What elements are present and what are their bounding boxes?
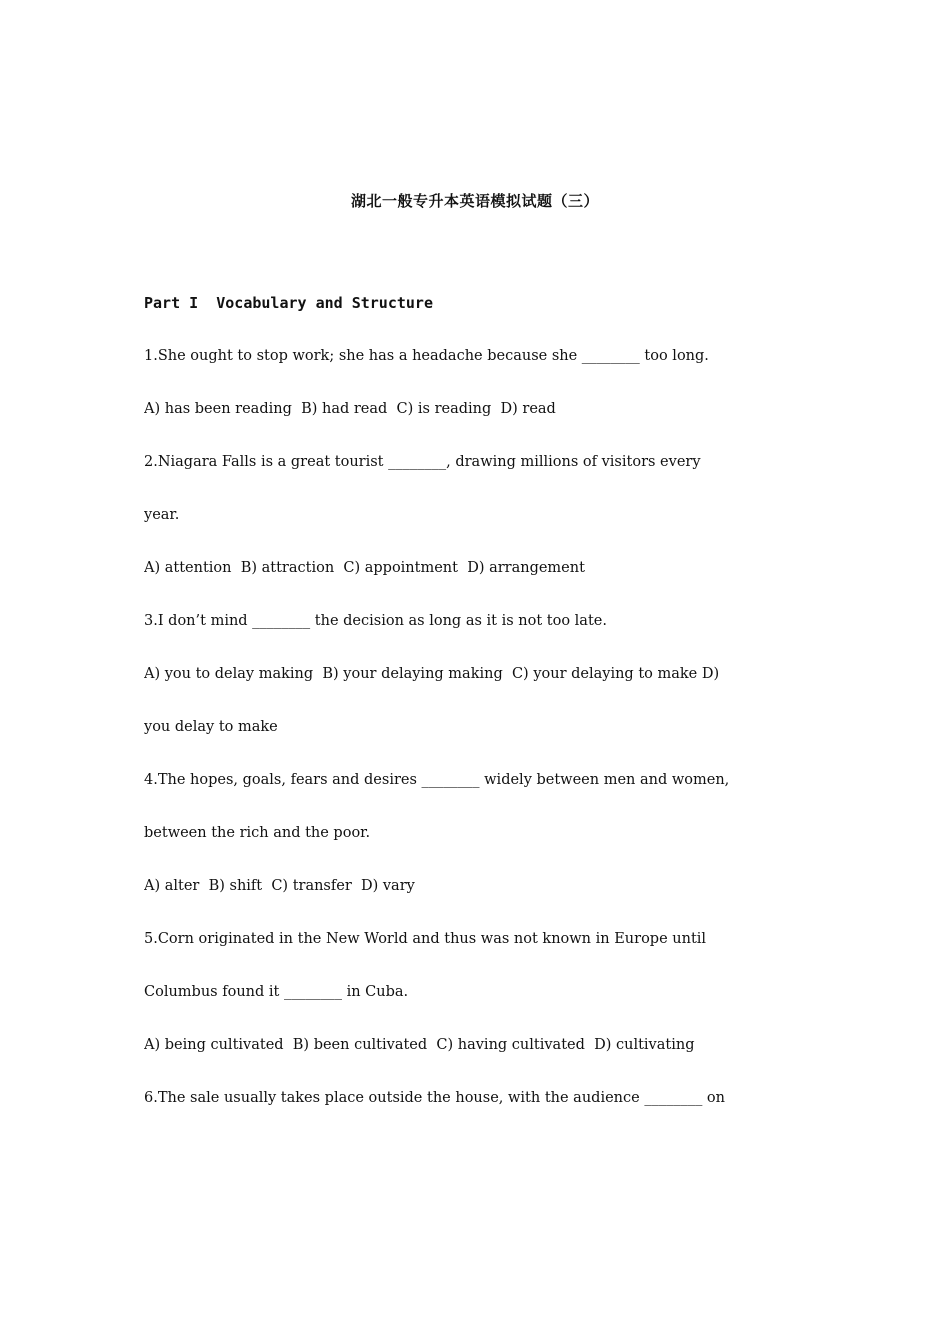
- question-options-line: you delay to make: [144, 719, 278, 735]
- question-stem-line: 1.She ought to stop work; she has a headache because she ________ too long.: [144, 348, 709, 364]
- question-2: [144, 436, 812, 595]
- question-options-line: A) being cultivated B) been cultivated C) having cultivated D) cultivating: [144, 1037, 695, 1053]
- question-stem-line: Columbus found it ________ in Cuba.: [144, 984, 409, 1000]
- question-stem-line: 3.I don’t mind ________ the decision as long as it is not too late.: [144, 613, 607, 629]
- question-stem-line: 2.Niagara Falls is a great tourist ________, drawing millions of visitors every: [144, 454, 701, 470]
- question-stem-line: between the rich and the poor.: [144, 825, 371, 841]
- question-5: [144, 913, 812, 1072]
- question-stem-line: 6.The sale usually takes place outside the house, with the audience ________ on: [144, 1090, 725, 1106]
- question-1: [144, 330, 812, 436]
- question-stem-line: year.: [144, 507, 180, 523]
- question-options-line: A) you to delay making B) your delaying making C) your delaying to make D): [144, 666, 720, 682]
- question-3: [144, 595, 812, 754]
- question-stem-line: 5.Corn originated in the New World and thus was not known in Europe until: [144, 931, 707, 947]
- question-stem-line: 4.The hopes, goals, fears and desires ________ widely between men and women,: [144, 772, 730, 788]
- section-title: Part I Vocabulary and Structure: [144, 294, 433, 312]
- question-options-line: A) alter B) shift C) transfer D) vary: [144, 878, 415, 894]
- question-options-line: A) attention B) attraction C) appointment D) arrangement: [144, 560, 585, 576]
- document-body: [144, 277, 812, 1125]
- document-title: 湖北一般专升本英语模拟试题（三）: [350, 192, 599, 210]
- question-options-line: A) has been reading B) had read C) is reading D) read: [144, 401, 556, 417]
- question-4: [144, 754, 812, 913]
- question-6: [144, 1072, 812, 1125]
